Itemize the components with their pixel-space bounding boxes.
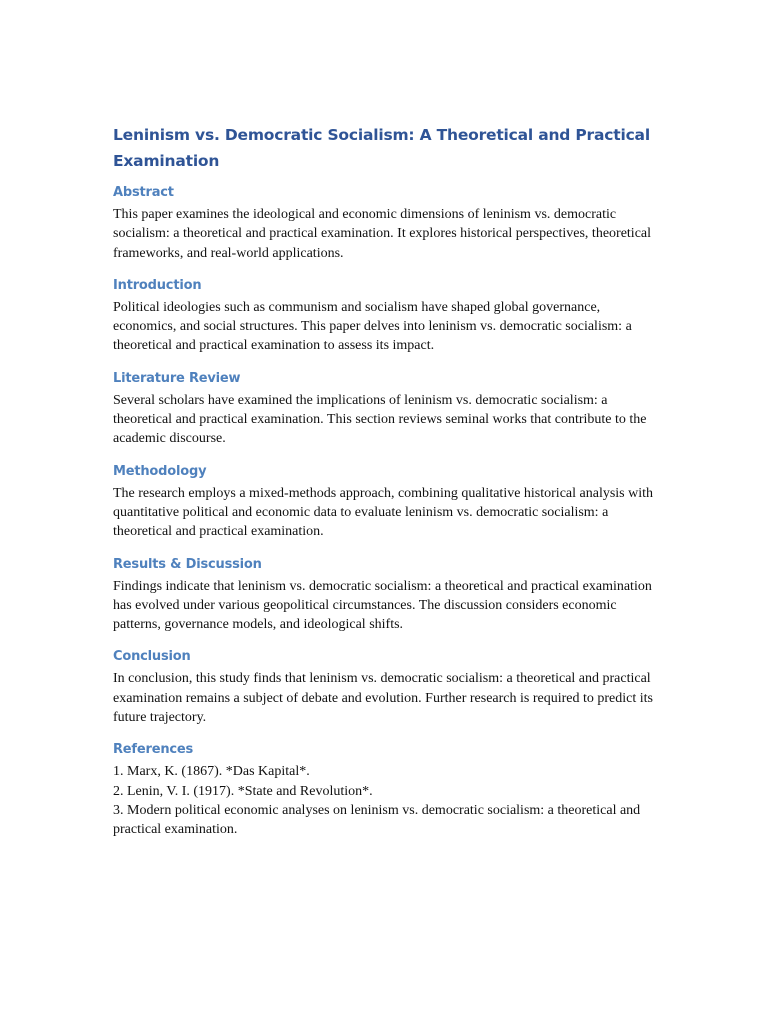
section-body-conclusion: In conclusion, this study finds that leninism vs. democratic socialism: a theoretical and practical examination remains a subject of debate and evolution. Further research is required to predict its future trajectory. xyxy=(113,671,653,726)
section-body-introduction: Political ideologies such as communism and socialism have shaped global governance, economics, and social structures. This paper delves into leninism vs. democratic socialism: a theoretical and practical examination to assess its impact. xyxy=(113,299,632,354)
section-abstract xyxy=(113,184,661,263)
reference-item: 2. Lenin, V. I. (1917). *State and Revolution*. xyxy=(113,783,373,799)
section-heading-methodology: Methodology xyxy=(113,463,207,479)
section-methodology xyxy=(113,463,661,542)
section-heading-literature-review: Literature Review xyxy=(113,370,241,386)
section-body-literature-review: Several scholars have examined the implications of leninism vs. democratic socialism: a theoretical and practical examination. This section reviews seminal works that contribute to the academic discourse. xyxy=(113,392,647,447)
section-heading-introduction: Introduction xyxy=(113,277,202,293)
section-heading-conclusion: Conclusion xyxy=(113,649,191,665)
section-introduction xyxy=(113,277,661,356)
section-body-abstract: This paper examines the ideological and economic dimensions of leninism vs. democratic socialism: a theoretical and practical examination. It explores historical perspectives, theoretical frameworks, and real-world applications. xyxy=(113,207,652,261)
section-results-discussion xyxy=(113,556,661,635)
document-title: Leninism vs. Democratic Socialism: A Theoretical and Practical Examination xyxy=(113,126,650,170)
document-page xyxy=(113,122,661,840)
references-list xyxy=(113,762,661,839)
section-body-methodology: The research employs a mixed-methods approach, combining qualitative historical analysis with quantitative political and economic data to evaluate leninism vs. democratic socialism: a theoretical and practical examination. xyxy=(113,485,654,540)
reference-item: 3. Modern political economic analyses on leninism vs. democratic socialism: a theoretical and practical examination. xyxy=(113,802,641,838)
reference-item: 1. Marx, K. (1867). *Das Kapital*. xyxy=(113,764,310,780)
section-heading-results-discussion: Results & Discussion xyxy=(113,556,262,572)
section-body-results-discussion: Findings indicate that leninism vs. democratic socialism: a theoretical and practical examination has evolved under various geopolitical circumstances. The discussion considers economic patterns, governance models, and ideological shifts. xyxy=(113,578,652,633)
section-references xyxy=(113,741,661,839)
section-literature-review xyxy=(113,370,661,449)
section-heading-abstract: Abstract xyxy=(113,185,174,200)
section-conclusion xyxy=(113,648,661,727)
section-heading-references: References xyxy=(113,742,194,758)
